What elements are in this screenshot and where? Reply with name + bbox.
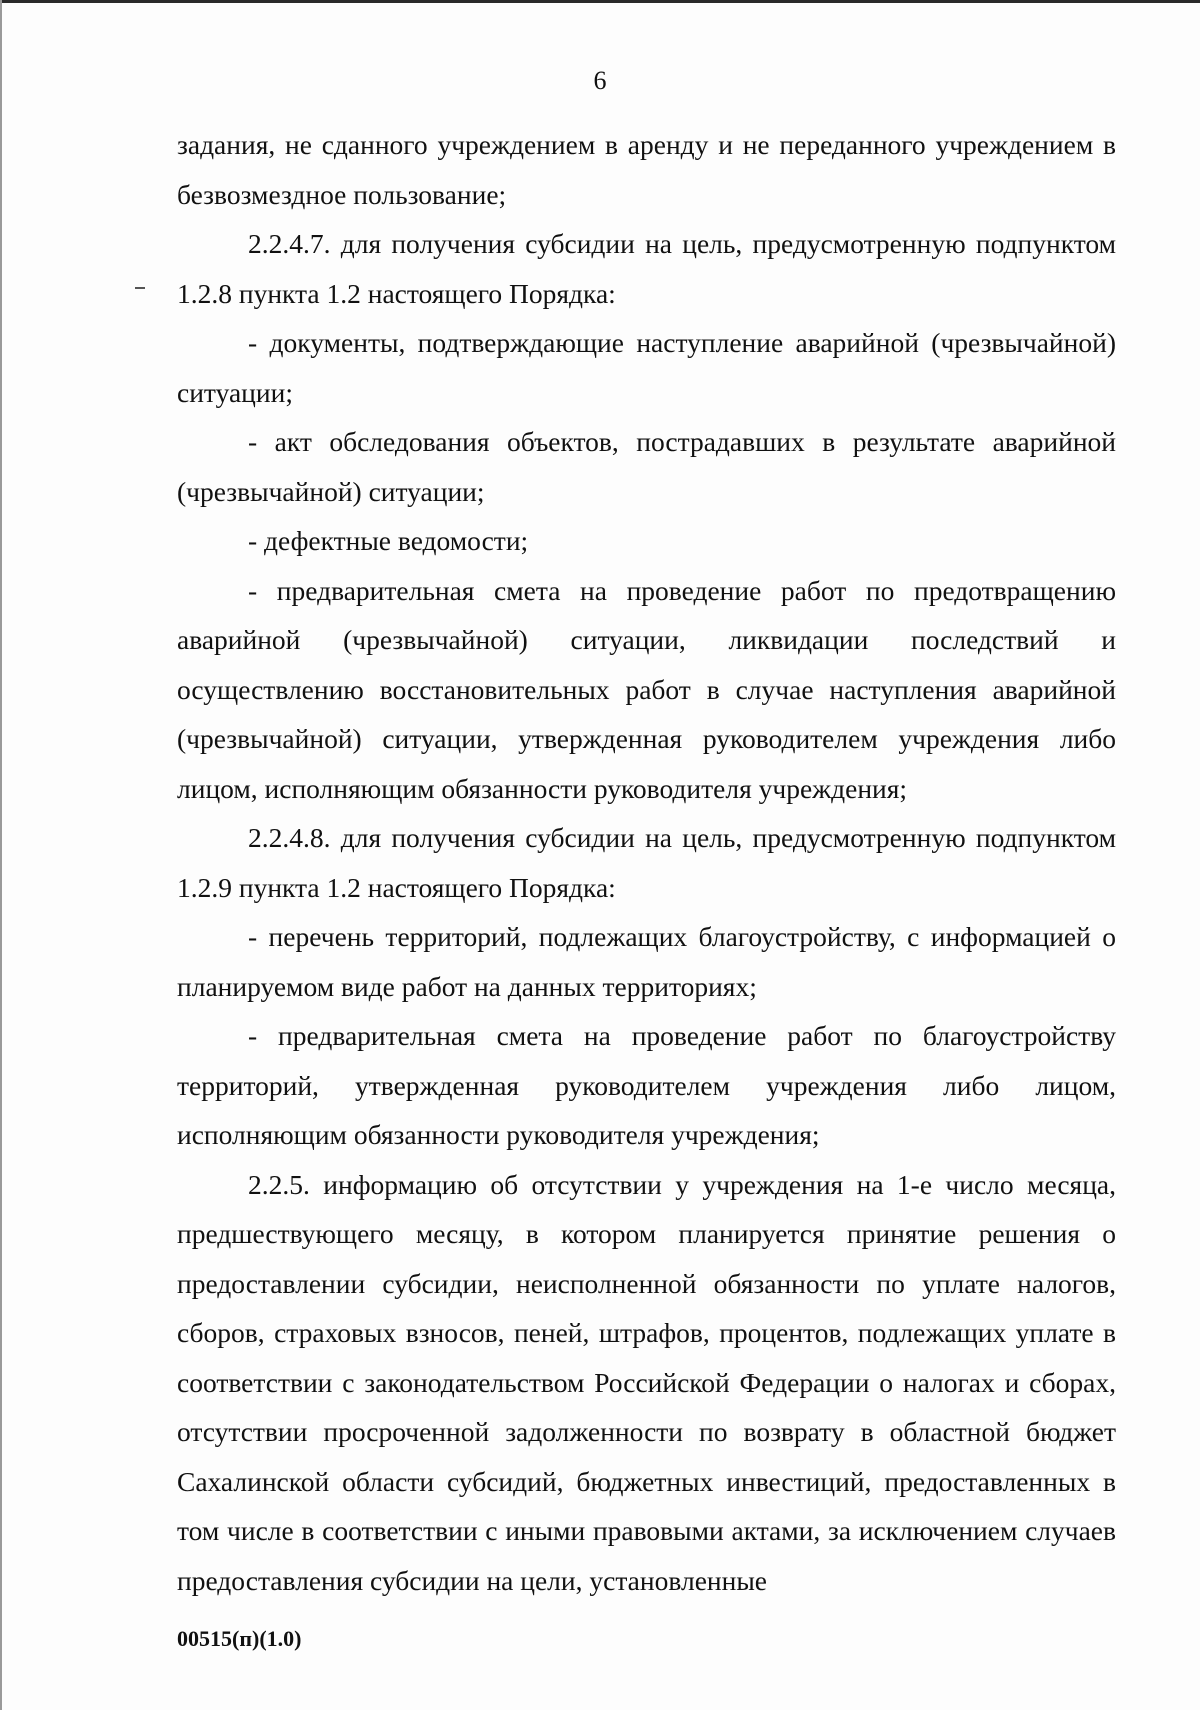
document-code: 00515(п)(1.0): [177, 1626, 302, 1651]
paragraph-10: 2.2.5. информацию об отсутствии у учреждения на 1-е число месяца, предшествующего месяцу, в котором планируется принятие решения о предоставлении субсидии, неисполненной обязанности по уплате налогов, сборов, страховых взносов, пеней, штрафов, процентов, подлежащих уплате в соответствии с законодательством Российской Федерации о налогах и сборах, отсутствии просроченной задолженности по возврату в областной бюджет Сахалинской области субсидий, бюджетных инвестиций, предоставленных в том числе в соответствии с иными правовыми актами, за исключением случаев предоставления субсидии на цели, установленные: [177, 1168, 1116, 1596]
paragraph-7: 2.2.4.8. для получения субсидии на цель, предусмотренную подпунктом 1.2.9 пункта 1.2 настоящего Порядка:: [177, 822, 1116, 903]
margin-mark: [135, 287, 145, 289]
paragraph-9: - предварительная смета на проведение работ по благоустройству территорий, утвержденная руководителем учреждения либо лицом, исполняющим обязанности руководителя учреждения;: [177, 1020, 1116, 1150]
paragraph-8: - перечень территорий, подлежащих благоустройству, с информацией о планируемом виде работ на данных территориях;: [177, 921, 1116, 1002]
paragraph-3: - документы, подтверждающие наступление аварийной (чрезвычайной) ситуации;: [177, 327, 1116, 408]
paragraph-2: 2.2.4.7. для получения субсидии на цель, предусмотренную подпунктом 1.2.8 пункта 1.2 настоящего Порядка:: [177, 228, 1116, 309]
paragraph-1: задания, не сданного учреждением в аренду и не переданного учреждением в безвозмездное пользование;: [177, 129, 1116, 210]
scan-top-edge: [0, 0, 1200, 3]
paragraph-4: - акт обследования объектов, пострадавших в результате аварийной (чрезвычайной) ситуации;: [177, 426, 1116, 507]
document-body: [177, 120, 1116, 1605]
paragraph-5: - дефектные ведомости;: [248, 525, 529, 556]
page-number: 6: [593, 66, 607, 95]
paragraph-6: - предварительная смета на проведение работ по предотвращению аварийной (чрезвычайной) ситуации, ликвидации последствий и осуществлению восстановительных работ в случае наступления аварийной (чрезвычайной) ситуации, утвержденная руководителем учреждения либо лицом, исполняющим обязанности руководителя учреждения;: [177, 574, 1116, 804]
scan-left-edge: [0, 0, 2, 1710]
